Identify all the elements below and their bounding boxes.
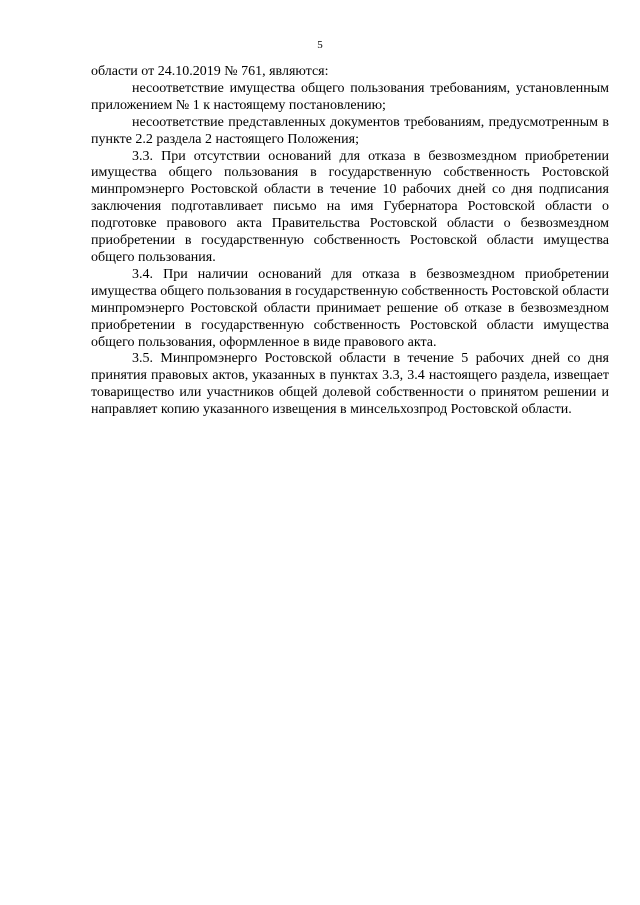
paragraph-intro-line: области от 24.10.2019 № 761, являются: [91, 64, 329, 79]
paragraph-mismatch-documents: несоответствие представленных документов требованиям, предусмотренным в пункте 2.2 раздела 2 настоящего Положения; [91, 114, 609, 147]
paragraph-3-3: 3.3. При отсутствии оснований для отказа в безвозмездном приобретении имущества общего пользования в государственную собственность Ростовской минпромэнерго Ростовской области в течение 10 рабочих дней со дня подписания заключения подготавливает письмо на имя Губернатора Ростовской области о подготовке правового акта Правительства Ростовской области о безвозмездном приобретении в государственную собственность Ростовской области имущества общего пользования. [91, 148, 609, 265]
paragraph-3-5: 3.5. Минпромэнерго Ростовской области в течение 5 рабочих дней со дня принятия правовых актов, указанных в пунктах 3.3, 3.4 настоящего раздела, извещает товарищество или участников общей долевой собственности о принятом решении и направляет копию указанного извещения в минсельхозпрод Ростовской области. [91, 351, 609, 418]
page-number: 5 [317, 39, 323, 51]
paragraph-3-4: 3.4. При наличии оснований для отказа в безвозмездном приобретении имущества общего пользования в государственную собственность Ростовской области минпромэнерго Ростовской области принимает решение об отказе в безвозмездном приобретении в государственную собственность Ростовской области имущества общего пользования, оформленное в виде правового акта. [91, 266, 609, 350]
paragraph-mismatch-property: несоответствие имущества общего пользования требованиям, установленным приложением № 1 к настоящему постановлению; [91, 80, 609, 113]
document-body [91, 64, 609, 419]
